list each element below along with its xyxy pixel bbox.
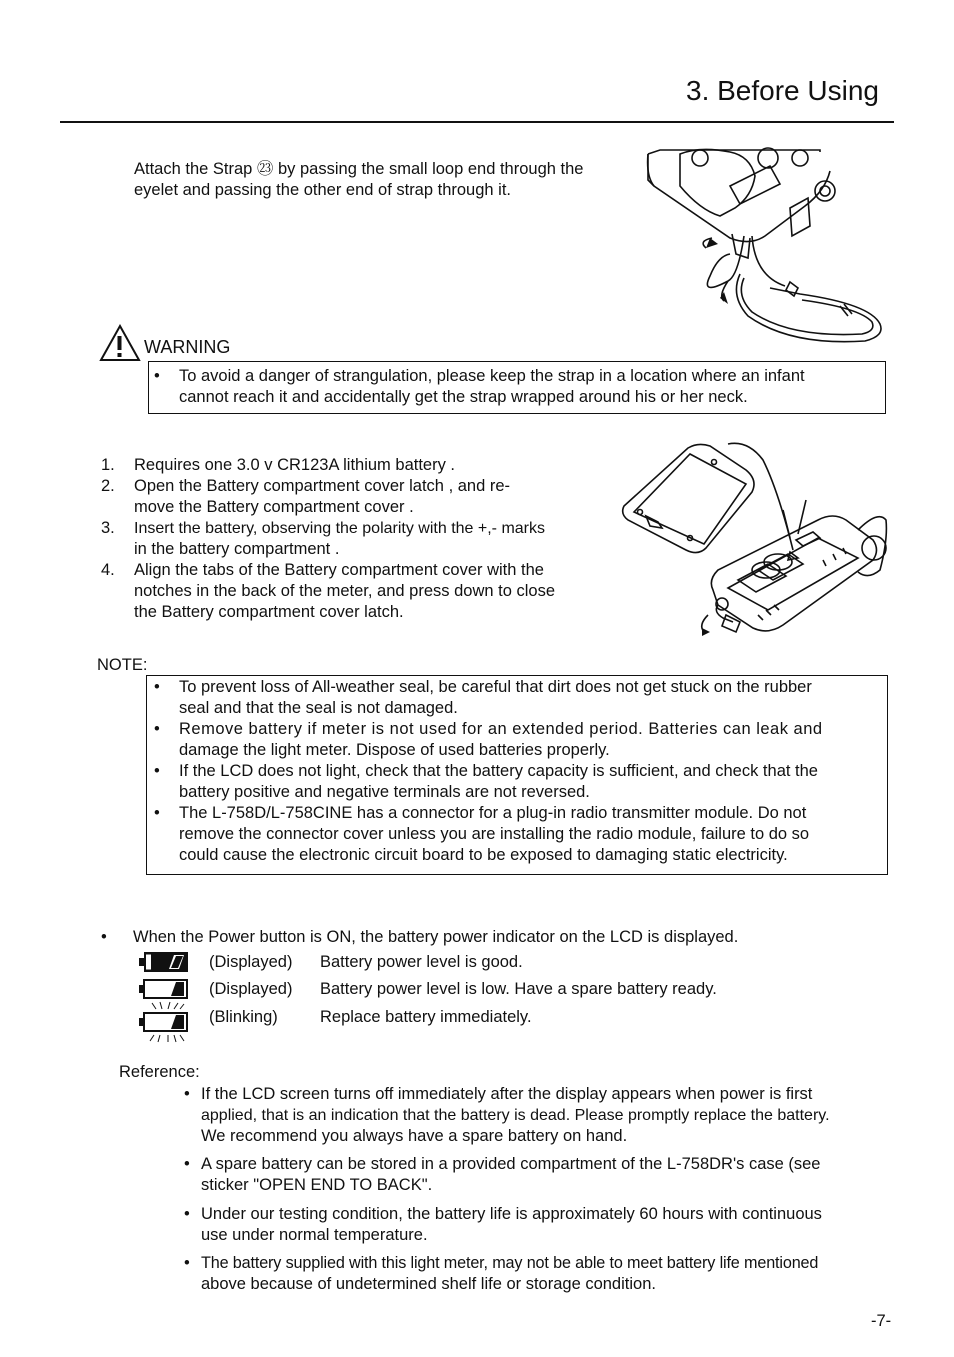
header-rule <box>60 121 894 123</box>
note-text-line: If the LCD does not light, check that the battery capacity is sufficient, and check that the <box>179 762 818 780</box>
step-number: 4. <box>101 561 115 579</box>
note-text-line: battery positive and negative terminals are not reversed. <box>179 783 590 801</box>
battery-status: (Blinking) <box>209 1008 278 1026</box>
battery-description: Battery power level is good. <box>320 953 523 971</box>
note-bullet: • <box>154 678 160 696</box>
reference-bullet: • <box>184 1205 190 1223</box>
step-text-line: in the battery compartment . <box>134 540 340 558</box>
step-text-line: move the Battery compartment cover . <box>134 498 414 516</box>
note-text-line: To prevent loss of All-weather seal, be careful that dirt does not get stuck on the rubber <box>179 678 812 696</box>
note-text-line: damage the light meter. Dispose of used batteries properly. <box>179 741 610 759</box>
step-text-line: the Battery compartment cover latch. <box>134 603 404 621</box>
reference-bullet: • <box>184 1155 190 1173</box>
note-bullet: • <box>154 720 160 738</box>
note-text-line: The L-758D/L-758CINE has a connector for a plug-in radio transmitter module. Do not <box>179 804 807 822</box>
reference-text-line: If the LCD screen turns off immediately after the display appears when power is first <box>201 1085 813 1103</box>
strap-instruction-line: Attach the Strap ㉓ by passing the small loop end through the <box>134 160 584 178</box>
battery-full-icon <box>138 950 192 974</box>
note-text-line: Remove battery if meter is not used for an extended period. Batteries can leak and <box>179 720 823 738</box>
step-text-line: Requires one 3.0 v CR123A lithium battery . <box>134 456 456 474</box>
warning-text-line: To avoid a danger of strangulation, please keep the strap in a location where an infant <box>179 367 805 385</box>
note-bullet: • <box>154 804 160 822</box>
reference-text-line: We recommend you always have a spare battery on hand. <box>201 1127 628 1145</box>
step-text-line: Insert the battery, observing the polarity with the +,- marks <box>134 520 545 537</box>
step-text-line: Open the Battery compartment cover latch , and re- <box>134 477 511 495</box>
step-text-line: Align the tabs of the Battery compartment cover with the <box>134 561 544 579</box>
reference-text-line: applied, that is an indication that the battery is dead. Please promptly replace the battery. <box>201 1107 830 1124</box>
reference-text-line: The battery supplied with this light meter, may not be able to meet battery life mentioned <box>201 1254 819 1272</box>
reference-bullet: • <box>184 1085 190 1103</box>
note-text-line: seal and that the seal is not damaged. <box>179 699 458 717</box>
note-bullet: • <box>154 762 160 780</box>
step-text-line: notches in the back of the meter, and press down to close <box>134 582 555 600</box>
battery-blinking-icon <box>138 1000 192 1046</box>
step-number: 1. <box>101 456 115 474</box>
reference-text-line: above because of undetermined shelf life or storage condition. <box>201 1275 656 1293</box>
step-number: 2. <box>101 477 115 495</box>
reference-text-line: Under our testing condition, the battery life is approximately 60 hours with continuous <box>201 1205 822 1223</box>
note-text-line: could cause the electronic circuit board to be exposed to damaging static electricity. <box>179 846 788 864</box>
battery-status: (Displayed) <box>209 953 293 971</box>
note-text-line: remove the connector cover unless you are installing the radio module, failure to do so <box>179 825 810 843</box>
reference-label: Reference: <box>119 1063 200 1081</box>
battery-status: (Displayed) <box>209 980 293 998</box>
warning-label: WARNING <box>144 337 231 357</box>
step-number: 3. <box>101 519 115 537</box>
power-bullet: • <box>101 928 107 946</box>
battery-low-icon <box>138 977 192 1001</box>
strap-attachment-illustration <box>640 146 890 346</box>
battery-compartment-illustration <box>618 440 888 645</box>
battery-description: Battery power level is low. Have a spare battery ready. <box>320 980 717 998</box>
battery-description: Replace battery immediately. <box>320 1008 532 1026</box>
warning-text-line: cannot reach it and accidentally get the strap wrapped around his or her neck. <box>179 388 748 406</box>
reference-text-line: sticker "OPEN END TO BACK". <box>201 1176 433 1194</box>
strap-instruction-line: eyelet and passing the other end of strap through it. <box>134 181 512 199</box>
reference-text-line: A spare battery can be stored in a provided compartment of the L-758DR's case (see <box>201 1155 821 1173</box>
warning-bullet: • <box>154 367 160 385</box>
reference-bullet: • <box>184 1254 190 1272</box>
page-number: -7- <box>871 1312 892 1330</box>
reference-text-line: use under normal temperature. <box>201 1226 428 1244</box>
power-intro: When the Power button is ON, the battery power indicator on the LCD is displayed. <box>133 928 739 946</box>
warning-triangle-icon <box>99 324 141 362</box>
note-label: NOTE: <box>97 656 148 674</box>
page-title: 3. Before Using <box>686 75 879 106</box>
